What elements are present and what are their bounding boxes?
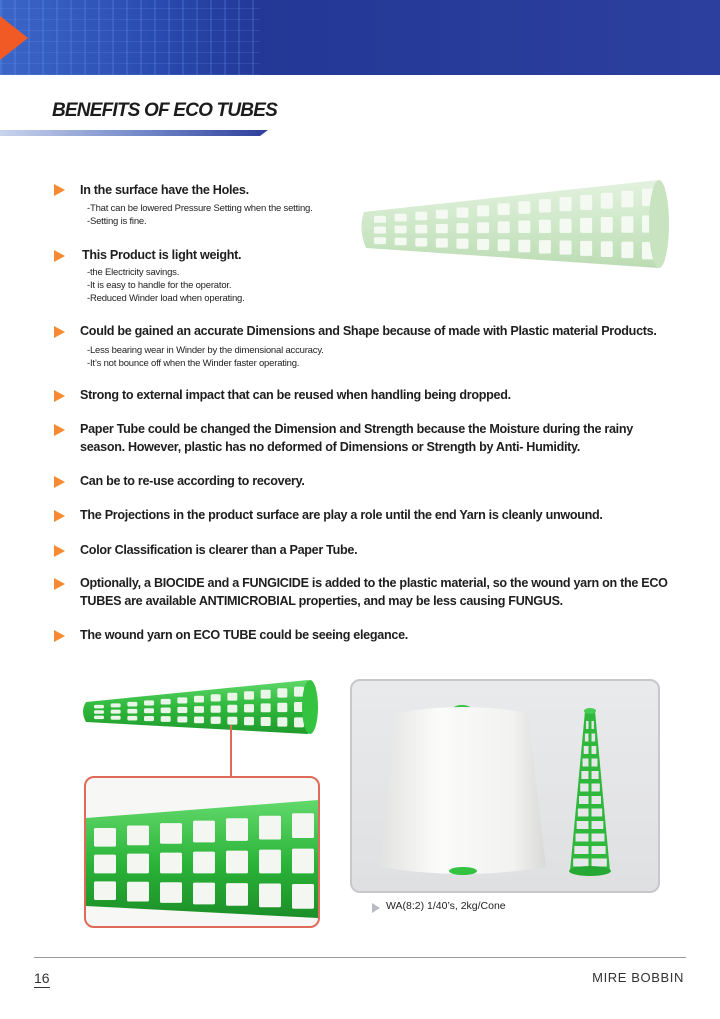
tube-hole xyxy=(211,705,221,712)
bullet-arrow-icon xyxy=(54,390,65,402)
tube-hole xyxy=(127,702,137,707)
orange-accent-triangle xyxy=(0,16,28,60)
tube-hole xyxy=(144,716,154,721)
tube-hole xyxy=(498,221,510,233)
photo-caption: WA(8:2) 1/40’s, 2kg/Cone xyxy=(386,900,506,912)
tube-hole xyxy=(294,717,304,727)
benefit-heading: Paper Tube could be changed the Dimension and Strength because the Moisture during the rainy season. However, plastic has no deformed of Dimensions or Strength by Anti- Humidity. xyxy=(80,422,633,454)
tube-hole xyxy=(584,746,589,754)
benefit-detail: -Setting is fine. xyxy=(87,215,147,227)
tube-hole xyxy=(573,859,588,867)
bullet-arrow-icon xyxy=(54,326,65,338)
tube-hole xyxy=(292,813,314,838)
tube-hole xyxy=(579,796,588,804)
tube-hole xyxy=(211,694,221,701)
page-title: BENEFITS OF ECO TUBES xyxy=(52,100,277,121)
tube-hole xyxy=(621,216,633,233)
tube-hole xyxy=(193,883,215,905)
benefit-detail: -That can be lowered Pressure Setting when the setting. xyxy=(87,203,313,214)
tube-hole xyxy=(415,212,427,221)
title-underline-bar xyxy=(0,130,268,136)
tube-hole xyxy=(498,203,510,215)
footer-divider xyxy=(34,957,686,958)
tube-hole xyxy=(277,717,287,726)
tube-hole xyxy=(144,700,154,705)
tube-hole xyxy=(586,721,588,729)
tube-hole xyxy=(592,734,596,742)
tube-hole xyxy=(580,784,588,792)
tube-hole xyxy=(560,219,572,233)
tube-hole xyxy=(592,809,603,817)
tube-hole xyxy=(127,882,149,902)
tube-hole xyxy=(261,690,271,699)
tube-hole xyxy=(177,707,187,713)
benefit-details xyxy=(87,345,407,371)
benefit-detail: -It is easy to handle for the operator. xyxy=(87,279,232,291)
tube-hole xyxy=(585,734,589,742)
tube-hole xyxy=(374,237,386,244)
tube-hole xyxy=(227,705,237,713)
tube-hole xyxy=(226,818,248,841)
circuit-pattern xyxy=(0,0,260,75)
tube-hole xyxy=(436,224,448,233)
tube-hole xyxy=(592,834,605,842)
benefit-detail: -Reduced Winder load when operating. xyxy=(87,292,245,304)
tube-hole xyxy=(581,771,588,779)
bullet-arrow-icon xyxy=(54,510,65,522)
tube-hole xyxy=(518,221,530,234)
tube-hole xyxy=(518,201,530,214)
tube-hole xyxy=(193,852,215,874)
tube-hole xyxy=(456,207,468,217)
tube-hole xyxy=(94,716,104,719)
tube-hole xyxy=(94,828,116,847)
tube-hole xyxy=(161,699,171,705)
bullet-arrow-icon xyxy=(54,184,65,196)
tube-hole xyxy=(244,717,254,725)
caption-arrow-icon xyxy=(372,903,380,913)
benefit-heading: The Projections in the product surface are play a role until the end Yarn is cleanly unwound. xyxy=(80,508,603,522)
tube-hole xyxy=(94,881,116,900)
tube-hole xyxy=(94,710,104,713)
tube-hole xyxy=(574,846,588,854)
header-banner xyxy=(0,0,720,75)
tube-hole xyxy=(592,721,594,729)
benefit-detail: -Less bearing wear in Winder by the dimensional accuracy. xyxy=(87,345,324,356)
tube-hole xyxy=(539,220,551,233)
bullet-arrow-icon xyxy=(54,630,65,642)
tube-hole xyxy=(161,716,171,722)
tube-hole xyxy=(415,225,427,234)
benefit-heading: Could be gained an accurate Dimensions and Shape because of made with Plastic material Products. xyxy=(80,324,657,338)
tube-hole xyxy=(244,704,254,712)
tube-hole xyxy=(127,826,149,846)
tube-hole xyxy=(94,855,116,874)
tube-hole xyxy=(127,709,137,714)
tube-hole xyxy=(292,884,314,909)
benefit-detail: -It’s not bounce off when the Winder faster operating. xyxy=(87,357,300,369)
tube-hole xyxy=(592,846,606,854)
tube-hole xyxy=(539,199,551,212)
tube-hole xyxy=(111,703,121,707)
tube-hole xyxy=(194,696,204,703)
tube-hole xyxy=(592,821,604,829)
benefit-details xyxy=(87,203,407,229)
tube-hole xyxy=(177,697,187,703)
tube-hole xyxy=(477,222,489,233)
bullet-arrow-icon xyxy=(54,578,65,590)
tube-hole xyxy=(111,710,121,714)
benefit-detail: -the Electricity savings. xyxy=(87,267,180,278)
tube-hole xyxy=(583,759,589,767)
tube-hole xyxy=(127,854,149,874)
benefit-heading: Can be to re-use according to recovery. xyxy=(80,474,305,488)
benefit-heading: The wound yarn on ECO TUBE could be seeing elegance. xyxy=(80,628,408,642)
tube-hole xyxy=(160,823,182,844)
tube-hole xyxy=(592,746,597,754)
tube-hole xyxy=(226,883,248,906)
tube-hole xyxy=(592,859,607,867)
tube-hole xyxy=(456,223,468,233)
tube-hole xyxy=(244,691,254,699)
tube-hole xyxy=(259,884,281,908)
tube-hole xyxy=(277,703,287,712)
tube-hole xyxy=(161,708,171,714)
tube-hole xyxy=(592,771,599,779)
green-tube-image xyxy=(80,678,320,738)
tube-hole xyxy=(292,849,314,874)
tube-hole xyxy=(111,716,121,720)
tube-hole xyxy=(261,717,271,726)
tube-hole xyxy=(592,784,600,792)
tube-hole xyxy=(259,816,281,840)
tube-hole xyxy=(436,210,448,219)
tube-hole xyxy=(261,703,271,712)
tube-hole xyxy=(194,716,204,723)
tube-hole xyxy=(227,693,237,701)
page-number: 16 xyxy=(34,970,50,986)
tube-hole xyxy=(194,706,204,713)
tube-hole xyxy=(577,821,589,829)
tube-hole xyxy=(211,717,221,724)
benefit-details xyxy=(87,267,407,305)
tube-hole xyxy=(578,809,589,817)
yarn-cone-photo xyxy=(350,679,660,893)
tube-hole xyxy=(477,205,489,216)
benefit-heading: This Product is light weight. xyxy=(82,248,242,262)
tube-hole xyxy=(193,821,215,843)
benefit-heading: Color Classification is clearer than a Paper Tube. xyxy=(80,543,358,557)
brand-name: MIRE BOBBIN xyxy=(592,970,684,985)
tube-hole xyxy=(177,716,187,722)
tube-hole xyxy=(160,882,182,903)
zoom-callout-line xyxy=(230,725,232,777)
tube-hole xyxy=(294,687,304,697)
benefit-heading: Optionally, a BIOCIDE and a FUNGICIDE is added to the plastic material, so the wound yarn on the ECO TUBES are available ANTIMICROBIAL properties, and may be less causing FUNGUS. xyxy=(80,576,668,608)
tube-hole xyxy=(94,705,104,708)
bullet-arrow-icon xyxy=(54,545,65,557)
tube-hole xyxy=(592,796,601,804)
tube-hole xyxy=(227,717,237,725)
tube-hole xyxy=(144,708,154,713)
tube-hole xyxy=(560,197,572,211)
tube-hole xyxy=(277,688,287,697)
tube-hole xyxy=(395,238,407,246)
tube-hole xyxy=(580,218,592,233)
benefit-heading: In the surface have the Holes. xyxy=(80,183,249,197)
benefit-heading: Strong to external impact that can be reused when handling being dropped. xyxy=(80,388,511,402)
tube-hole xyxy=(592,759,598,767)
bullet-arrow-icon xyxy=(54,424,65,436)
bullet-arrow-icon xyxy=(54,250,65,262)
tube-hole xyxy=(601,217,613,233)
tube-hole xyxy=(127,716,137,721)
tube-hole xyxy=(160,853,182,874)
tube-hole xyxy=(576,834,589,842)
bullet-arrow-icon xyxy=(54,476,65,488)
tube-hole xyxy=(226,851,248,874)
tube-hole xyxy=(259,850,281,874)
tube-closeup-image xyxy=(84,776,320,928)
